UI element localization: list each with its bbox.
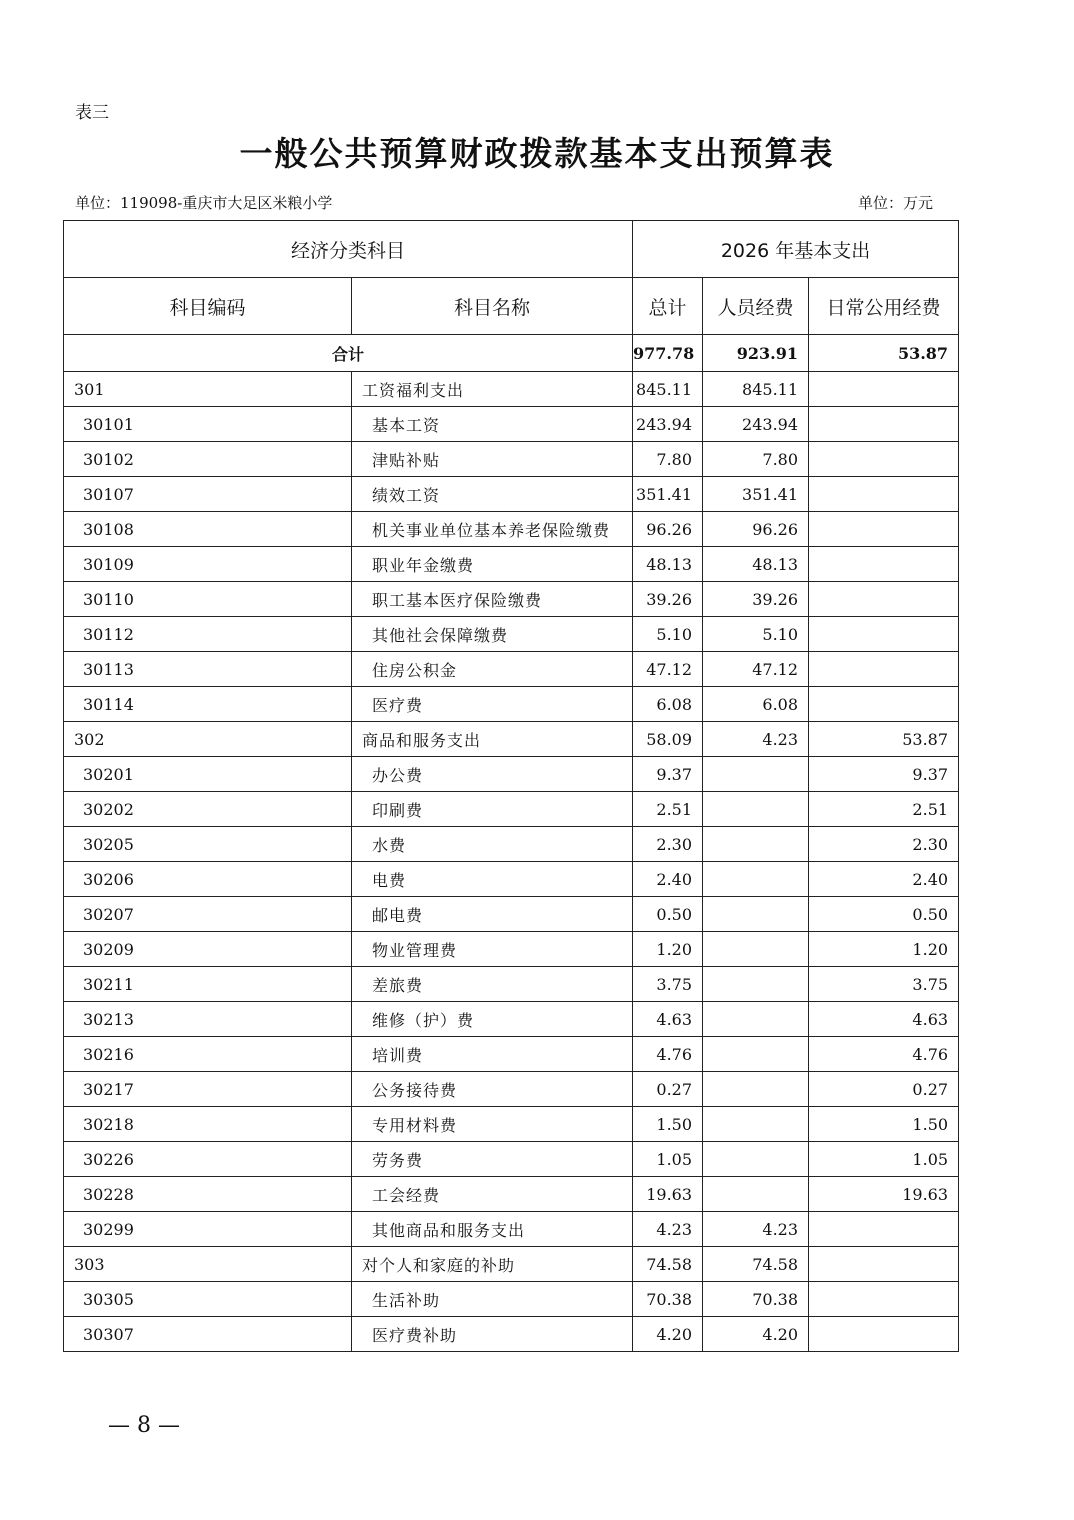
row-name: 医疗费补助 [352, 1317, 633, 1352]
row-code: 30201 [64, 757, 352, 792]
row-public [809, 547, 959, 582]
row-total: 845.11 [633, 372, 703, 407]
row-name: 工会经费 [352, 1177, 633, 1212]
row-personnel: 74.58 [703, 1247, 809, 1282]
table-row [64, 1037, 959, 1072]
table-row [64, 582, 959, 617]
row-code: 30205 [64, 827, 352, 862]
row-name: 水费 [352, 827, 633, 862]
table-row [64, 757, 959, 792]
row-name: 邮电费 [352, 897, 633, 932]
table-row [64, 967, 959, 1002]
row-total: 4.23 [633, 1212, 703, 1247]
row-name: 生活补助 [352, 1282, 633, 1317]
table-row [64, 897, 959, 932]
row-personnel [703, 757, 809, 792]
row-public [809, 477, 959, 512]
row-personnel: 48.13 [703, 547, 809, 582]
row-code: 30102 [64, 442, 352, 477]
row-name: 办公费 [352, 757, 633, 792]
row-public [809, 652, 959, 687]
table-row [64, 722, 959, 757]
row-code: 30207 [64, 897, 352, 932]
budget-table [63, 220, 959, 1352]
row-name: 物业管理费 [352, 932, 633, 967]
row-total: 0.27 [633, 1072, 703, 1107]
row-code: 30216 [64, 1037, 352, 1072]
row-personnel: 39.26 [703, 582, 809, 617]
row-public: 19.63 [809, 1177, 959, 1212]
row-code: 30217 [64, 1072, 352, 1107]
table-row [64, 1247, 959, 1282]
row-total: 5.10 [633, 617, 703, 652]
row-name: 住房公积金 [352, 652, 633, 687]
row-personnel [703, 862, 809, 897]
header-name: 科目名称 [352, 278, 633, 335]
row-total: 2.40 [633, 862, 703, 897]
row-public [809, 1317, 959, 1352]
header-row-group [64, 221, 959, 278]
row-name: 电费 [352, 862, 633, 897]
row-code: 30108 [64, 512, 352, 547]
row-total: 70.38 [633, 1282, 703, 1317]
row-total: 2.51 [633, 792, 703, 827]
table-row [64, 407, 959, 442]
row-total: 19.63 [633, 1177, 703, 1212]
header-public: 日常公用经费 [809, 278, 959, 335]
row-public [809, 687, 959, 722]
row-code: 30218 [64, 1107, 352, 1142]
table-row [64, 652, 959, 687]
row-name: 印刷费 [352, 792, 633, 827]
row-name: 其他社会保障缴费 [352, 617, 633, 652]
row-code: 30101 [64, 407, 352, 442]
row-name: 对个人和家庭的补助 [352, 1247, 633, 1282]
row-name: 差旅费 [352, 967, 633, 1002]
row-personnel [703, 932, 809, 967]
row-public [809, 407, 959, 442]
row-name: 工资福利支出 [352, 372, 633, 407]
row-total: 9.37 [633, 757, 703, 792]
row-name: 维修（护）费 [352, 1002, 633, 1037]
total-label: 合计 [64, 335, 633, 372]
total-row [64, 335, 959, 372]
row-total: 58.09 [633, 722, 703, 757]
row-personnel: 96.26 [703, 512, 809, 547]
row-name: 公务接待费 [352, 1072, 633, 1107]
header-total: 总计 [633, 278, 703, 335]
row-public: 1.20 [809, 932, 959, 967]
table-row [64, 1177, 959, 1212]
unit-currency: 单位：万元 [858, 194, 934, 212]
row-public: 1.05 [809, 1142, 959, 1177]
row-total: 47.12 [633, 652, 703, 687]
page-number: — 8 — [108, 1413, 180, 1438]
row-personnel: 351.41 [703, 477, 809, 512]
row-code: 30299 [64, 1212, 352, 1247]
row-public [809, 617, 959, 652]
row-public [809, 372, 959, 407]
row-total: 96.26 [633, 512, 703, 547]
row-personnel: 70.38 [703, 1282, 809, 1317]
table-row [64, 1072, 959, 1107]
row-personnel: 7.80 [703, 442, 809, 477]
row-public: 4.76 [809, 1037, 959, 1072]
row-total: 351.41 [633, 477, 703, 512]
row-personnel: 243.94 [703, 407, 809, 442]
header-economic-category: 经济分类科目 [64, 221, 633, 278]
row-personnel [703, 967, 809, 1002]
table-row [64, 1317, 959, 1352]
row-public: 53.87 [809, 722, 959, 757]
row-total: 2.30 [633, 827, 703, 862]
row-name: 培训费 [352, 1037, 633, 1072]
table-row [64, 1107, 959, 1142]
table-row [64, 442, 959, 477]
row-total: 4.63 [633, 1002, 703, 1037]
table-row [64, 512, 959, 547]
table-row [64, 1142, 959, 1177]
row-public: 2.51 [809, 792, 959, 827]
table-row [64, 792, 959, 827]
row-public [809, 1212, 959, 1247]
budget-table-body [64, 221, 959, 1352]
row-total: 1.05 [633, 1142, 703, 1177]
header-personnel: 人员经费 [703, 278, 809, 335]
row-total: 0.50 [633, 897, 703, 932]
row-personnel [703, 1142, 809, 1177]
row-total: 6.08 [633, 687, 703, 722]
row-personnel [703, 1037, 809, 1072]
row-name: 专用材料费 [352, 1107, 633, 1142]
row-public: 2.40 [809, 862, 959, 897]
row-total: 243.94 [633, 407, 703, 442]
row-code: 30107 [64, 477, 352, 512]
row-personnel [703, 792, 809, 827]
row-code: 302 [64, 722, 352, 757]
row-name: 绩效工资 [352, 477, 633, 512]
table-row [64, 477, 959, 512]
row-total: 39.26 [633, 582, 703, 617]
row-code: 30112 [64, 617, 352, 652]
table-row [64, 1212, 959, 1247]
row-personnel [703, 1107, 809, 1142]
row-code: 301 [64, 372, 352, 407]
row-name: 医疗费 [352, 687, 633, 722]
row-total: 4.20 [633, 1317, 703, 1352]
row-code: 303 [64, 1247, 352, 1282]
row-personnel: 47.12 [703, 652, 809, 687]
row-public [809, 582, 959, 617]
table-row [64, 1282, 959, 1317]
row-code: 30305 [64, 1282, 352, 1317]
row-personnel: 845.11 [703, 372, 809, 407]
row-personnel: 4.23 [703, 1212, 809, 1247]
table-row [64, 687, 959, 722]
row-public: 0.50 [809, 897, 959, 932]
document-label: 表三 [75, 103, 109, 123]
row-name: 职工基本医疗保险缴费 [352, 582, 633, 617]
row-total: 4.76 [633, 1037, 703, 1072]
row-personnel: 6.08 [703, 687, 809, 722]
row-public: 0.27 [809, 1072, 959, 1107]
total-personnel: 923.91 [703, 335, 809, 372]
row-public: 2.30 [809, 827, 959, 862]
row-public: 3.75 [809, 967, 959, 1002]
row-name: 职业年金缴费 [352, 547, 633, 582]
row-name: 商品和服务支出 [352, 722, 633, 757]
row-public [809, 442, 959, 477]
row-total: 1.20 [633, 932, 703, 967]
header-basic-expenditure: 2026 年基本支出 [633, 221, 959, 278]
row-code: 30109 [64, 547, 352, 582]
row-total: 1.50 [633, 1107, 703, 1142]
row-personnel [703, 1002, 809, 1037]
table-row [64, 827, 959, 862]
row-name: 机关事业单位基本养老保险缴费 [352, 512, 633, 547]
table-row [64, 862, 959, 897]
row-total: 3.75 [633, 967, 703, 1002]
row-total: 48.13 [633, 547, 703, 582]
row-public [809, 1282, 959, 1317]
row-code: 30228 [64, 1177, 352, 1212]
row-name: 其他商品和服务支出 [352, 1212, 633, 1247]
row-code: 30307 [64, 1317, 352, 1352]
row-total: 74.58 [633, 1247, 703, 1282]
table-row [64, 932, 959, 967]
row-public: 4.63 [809, 1002, 959, 1037]
row-personnel [703, 1177, 809, 1212]
row-code: 30114 [64, 687, 352, 722]
header-row-columns [64, 278, 959, 335]
row-code: 30211 [64, 967, 352, 1002]
row-public [809, 512, 959, 547]
unit-organization: 单位：119098-重庆市大足区米粮小学 [75, 194, 333, 212]
total-total: 977.78 [633, 335, 703, 372]
row-code: 30209 [64, 932, 352, 967]
row-name: 津贴补贴 [352, 442, 633, 477]
row-personnel [703, 827, 809, 862]
total-public: 53.87 [809, 335, 959, 372]
table-row [64, 617, 959, 652]
page-title: 一般公共预算财政拨款基本支出预算表 [239, 134, 835, 173]
row-personnel: 5.10 [703, 617, 809, 652]
row-name: 基本工资 [352, 407, 633, 442]
row-public [809, 1247, 959, 1282]
table-row [64, 1002, 959, 1037]
table-row [64, 372, 959, 407]
row-code: 30113 [64, 652, 352, 687]
row-code: 30202 [64, 792, 352, 827]
row-code: 30110 [64, 582, 352, 617]
row-public: 1.50 [809, 1107, 959, 1142]
header-code: 科目编码 [64, 278, 352, 335]
row-personnel [703, 1072, 809, 1107]
row-name: 劳务费 [352, 1142, 633, 1177]
table-row [64, 547, 959, 582]
row-total: 7.80 [633, 442, 703, 477]
row-code: 30213 [64, 1002, 352, 1037]
row-code: 30206 [64, 862, 352, 897]
row-code: 30226 [64, 1142, 352, 1177]
row-personnel: 4.20 [703, 1317, 809, 1352]
row-public: 9.37 [809, 757, 959, 792]
row-personnel: 4.23 [703, 722, 809, 757]
row-personnel [703, 897, 809, 932]
